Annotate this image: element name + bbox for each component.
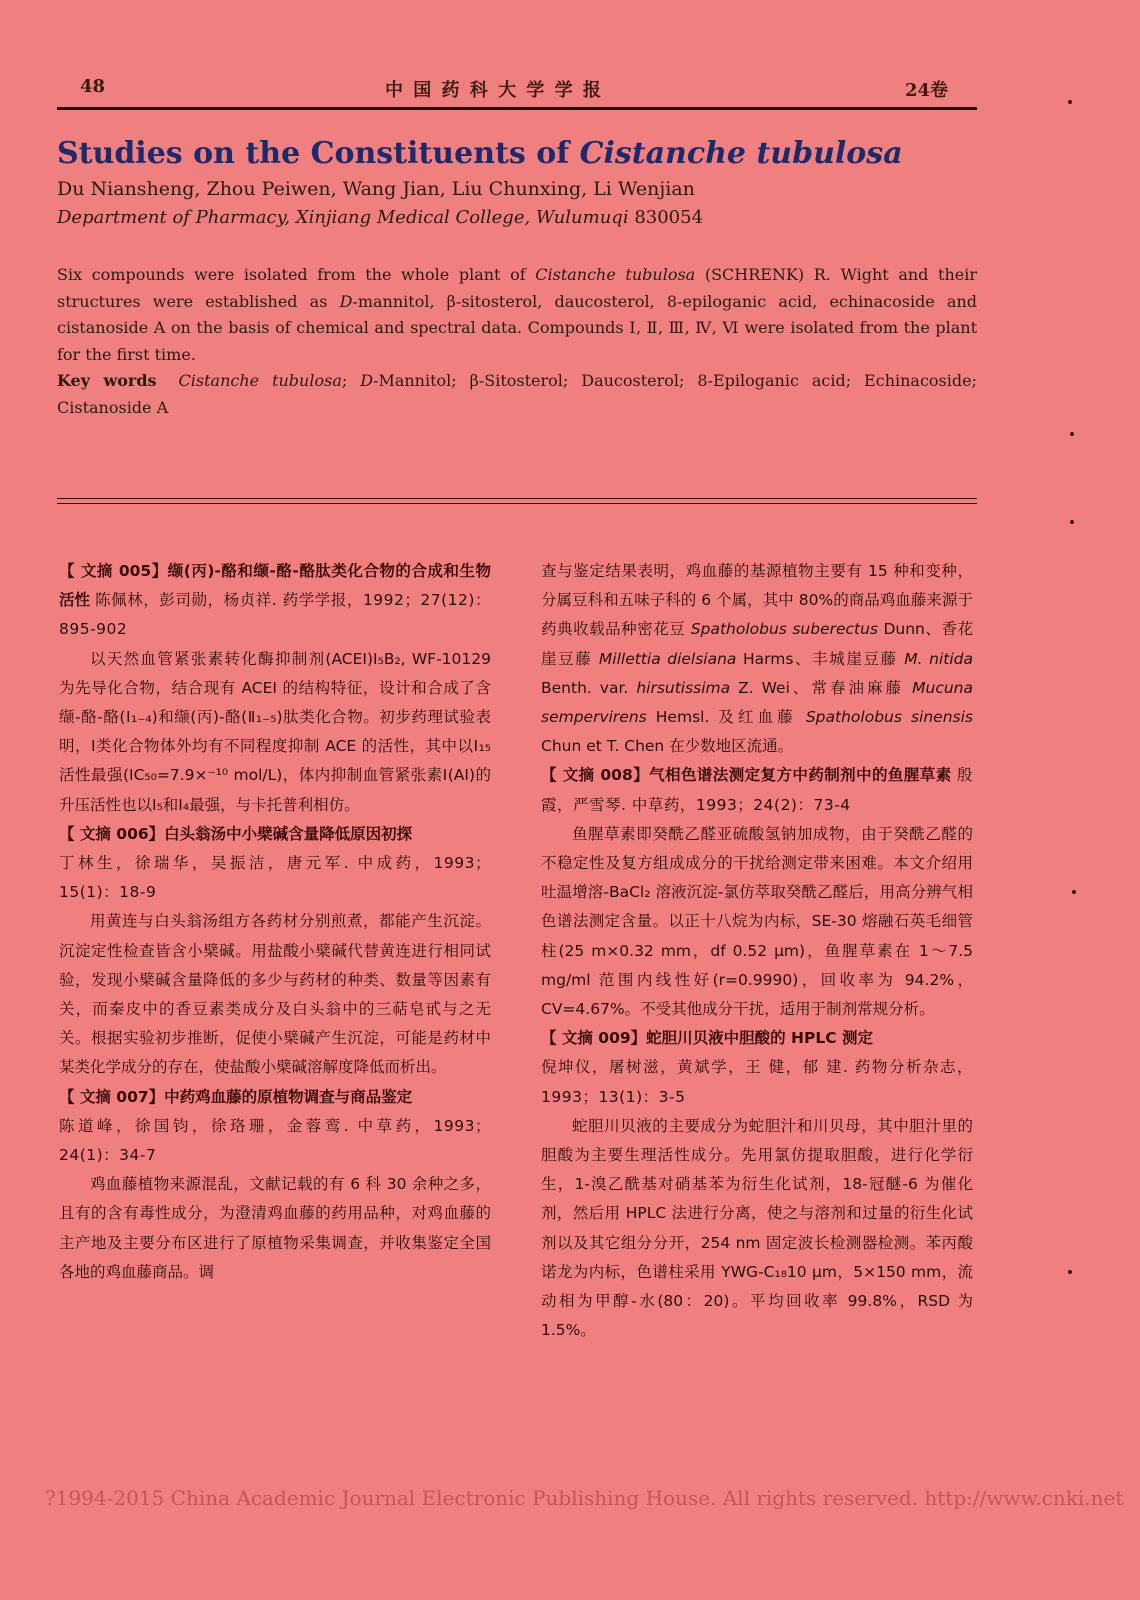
abstract-entry-009 [541, 1024, 973, 1345]
article-title: Studies on the Constituents of Cistanche tubulosa [57, 136, 903, 171]
entry-007-citation: 陈道峰，徐国钧，徐珞珊，金蓉鸾. 中草药，1993；24(1)：34-7 [59, 1116, 491, 1165]
entry-006-body: 用黄连与白头翁汤组方各药材分别煎煮，都能产生沉淀。沉淀定性检查皆含小檗碱。用盐酸小檗碱代替黄连进行相同试验，发现小檗碱含量降低的多少与药材的种类、数量等因素有关，而秦皮中的香豆素类成分及白头翁中的三萜皂甙与之无关。根据实验初步推断，促使小檗碱产生沉淀，可能是药材中某类化学成分的存在，使盐酸小檗碱溶解度降低而析出。 [59, 912, 491, 1077]
abstract-entry-005 [59, 557, 491, 820]
entry-005-heading: 【 文摘 005】缬(丙)-酪和缬-酪-酪肽类化合物的合成和生物活性 陈佩林，彭司勋，杨贞祥. 药学学报，1992；27(12)：895-902 [59, 562, 491, 639]
scan-speck [1070, 432, 1074, 436]
entry-007-heading: 【 文摘 007】中药鸡血藤的原植物调查与商品鉴定 陈道峰，徐国钧，徐珞珊，金蓉鸾. 中草药，1993；24(1)：34-7 [59, 1087, 491, 1165]
section-rule-bottom [57, 503, 977, 504]
keywords-label: Key words [57, 371, 157, 390]
keywords: Key words Cistanche tubulosa; D-Mannitol; β-Sitosterol; Daucosterol; 8-Epiloganic acid; Echinacoside; Cistanoside A [57, 371, 977, 417]
page-number: 48 [80, 76, 106, 97]
entry-006-heading: 【 文摘 006】白头翁汤中小檗碱含量降低原因初探 丁林生，徐瑞华，吴振洁，唐元军. 中成药，1993；15(1)：18-9 [59, 824, 491, 902]
abstract-entry-007 [59, 1083, 491, 1287]
entry-007-body: 鸡血藤植物来源混乱，文献记载的有 6 科 30 余种之多，且有的含有毒性成分，为澄清鸡血藤的药用品种，对鸡血藤的主产地及主要分布区进行了原植物采集调查，并收集鉴定全国各地的鸡血藤商品。调 [59, 1175, 491, 1281]
entry-005-citation: 陈佩林，彭司勋，杨贞祥. 药学学报，1992；27(12)：895-902 [59, 591, 491, 639]
entry-008-citation: 殷 霞，严雪琴. 中草药，1993；24(2)：73-4 [541, 766, 973, 814]
english-abstract: Six compounds were isolated from the whole plant of Cistanche tubulosa (SCHRENK) R. Wight and their structures were established as D-mannitol, β-sitosterol, daucosterol, 8-epiloganic acid, echinacoside and cistanoside A on the basis of chemical and spectral data. Compounds Ⅰ, Ⅱ, Ⅲ, Ⅳ, Ⅵ were isolated from the plant for the first time. [57, 265, 978, 364]
entry-006-citation: 丁林生，徐瑞华，吴振洁，唐元军. 中成药，1993；15(1)：18-9 [59, 854, 491, 902]
entry-008-heading: 【 文摘 008】气相色谱法测定复方中药制剂中的鱼腥草素 殷 霞，严雪琴. 中草药，1993；24(2)：73-4 [541, 766, 973, 814]
scan-speck [1072, 890, 1076, 894]
entry-005-body: 以天然血管紧张素转化酶抑制剂(ACEI)I₅B₂, WF-10129 为先导化合物，结合现有 ACEI 的结构特征，设计和合成了含缬-酪-酪(Ⅰ₁₋₄)和缬(丙)-酪(Ⅱ₁₋₅)肽类化合物。初步药理试验表明，Ⅰ类化合物体外均有不同程度抑制 ACE 的活性，其中以Ⅰ₁₅活性最强(IC₅₀=7.9×⁻¹⁰ mol/L)，体内抑制血管紧张素Ⅰ(AI)的升压活性也以Ⅰ₅和Ⅰ₄最强，与卡托普利相仿。 [59, 649, 491, 814]
scan-speck [1068, 1270, 1072, 1274]
entry-007-continued: 查与鉴定结果表明，鸡血藤的基源植物主要有 15 种和变种，分属豆科和五味子科的 6 个属，其中 80%的商品鸡血藤来源于药典收载品种密花豆 Spatholobus suberectus Dunn、香花崖豆藤 Millettia dielsiana Harms、丰城崖豆藤 M. nitida Benth. var. hirsutissima Z. Wei、常春油麻藤 Mucuna sempervirens Hemsl. 及红血藤 Spatholobus sinensis Chun et T. Chen 在少数地区流通。 [541, 562, 973, 756]
article-affiliation: Department of Pharmacy, Xinjiang Medical College, Wulumuqi 830054 [57, 207, 704, 228]
journal-name: 中 国 药 科 大 学 学 报 [385, 80, 603, 101]
abstract-entry-008 [541, 761, 973, 1024]
entry-009-citation: 倪坤仪，屠树滋，黄斌学，王 健，郁 建. 药物分析杂志，1993；13(1)：3-5 [541, 1058, 973, 1106]
entry-009-body: 蛇胆川贝液的主要成分为蛇胆汁和川贝母，其中胆汁里的胆酸为主要生理活性成分。先用氯仿提取胆酸，进行化学衍生，1-溴乙酰基对硝基苯为衍生化试剂，18-冠醚-6 为催化剂，然后用 HPLC 法进行分离，使之与溶剂和过量的衍生化试剂以及其它组分分开，254 nm 固定波长检测器检测。苯丙酸诺龙为内标，色谱柱采用 YWG-C₁₈10 μm，5×150 mm，流动相为甲醇-水(80：20)。平均回收率 99.8%，RSD 为 1.5%。 [541, 1116, 973, 1340]
entry-008-body: 鱼腥草素即癸酰乙醛亚硫酸氢钠加成物，由于癸酰乙醛的不稳定性及复方组成成分的干扰给测定带来困难。本文介绍用吐温增溶-BaCl₂ 溶液沉淀-氯仿萃取癸酰乙醛后，用高分辨气相色谱法测定含量。以正十八烷为内标，SE-30 熔融石英毛细管柱(25 m×0.32 mm，df 0.52 μm)，鱼腥草素在 1～7.5 mg/ml 范围内线性好(r=0.9990)，回收率为 94.2%，CV=4.67%。不受其他成分干扰，适用于制剂常规分析。 [541, 824, 973, 1019]
entry-009-heading: 【 文摘 009】蛇胆川贝液中胆酸的 HPLC 测定 倪坤仪，屠树滋，黄斌学，王 健，郁 建. 药物分析杂志，1993；13(1)：3-5 [541, 1029, 973, 1106]
header-rule [57, 107, 977, 110]
copyright-footer: ?1994-2015 China Academic Journal Electronic Publishing House. All rights reserved. http://www.cnki.net [45, 1486, 1124, 1510]
left-column [59, 557, 491, 1287]
scan-speck [1070, 520, 1074, 524]
section-rule-top [57, 498, 977, 499]
scan-speck [1068, 100, 1072, 104]
article-authors: Du Niansheng, Zhou Peiwen, Wang Jian, Liu Chunxing, Li Wenjian [57, 178, 695, 200]
volume-label: 24卷 [905, 80, 949, 101]
right-column [541, 557, 973, 1345]
abstract-entry-006 [59, 820, 491, 1083]
